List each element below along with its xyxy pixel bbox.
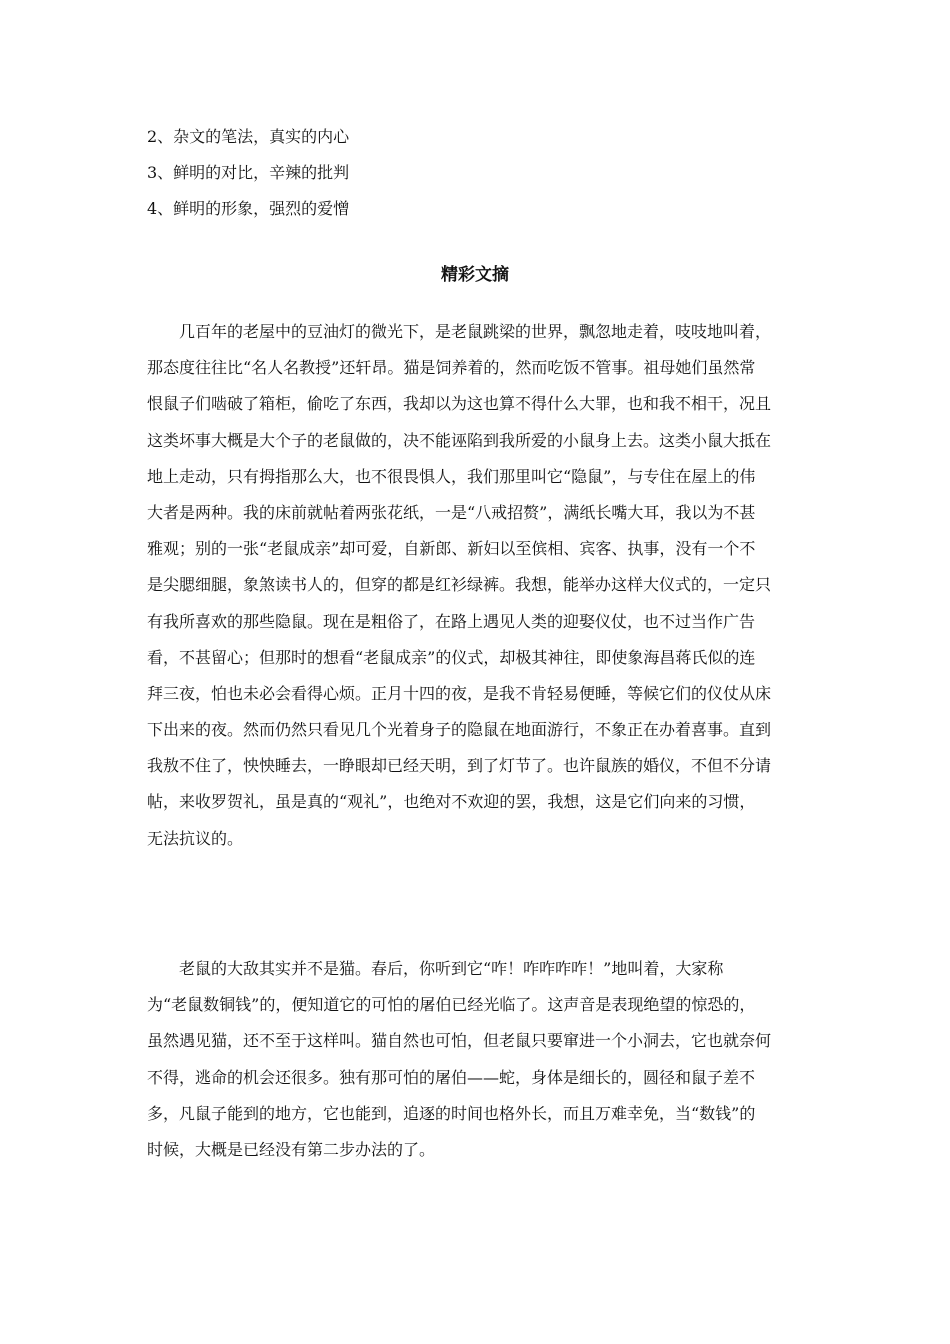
- paragraph-line: 恨鼠子们啮破了箱柜，偷吃了东西，我却以为这也算不得什么大罪，也和我不相干，况且: [147, 394, 772, 414]
- paragraph-2: [147, 957, 812, 1174]
- paragraph-line: 虽然遇见猫，还不至于这样叫。猫自然也可怕，但老鼠只要窜进一个小洞去，它也就奈何: [147, 1031, 772, 1051]
- paragraph-line: 老鼠的大敌其实并不是猫。春后，你听到它“咋！咋咋咋咋！”地叫着，大家称: [179, 959, 724, 978]
- paragraph-line: 帖，来收罗贺礼，虽是真的“观礼”，也绝对不欢迎的罢，我想，这是它们向来的习惯，: [147, 792, 756, 812]
- summary-list: [147, 125, 807, 233]
- paragraph-line: 拜三夜，怕也未必会看得心烦。正月十四的夜，是我不肯轻易便睡，等候它们的仪仗从床: [147, 683, 772, 703]
- paragraph-line: 这类坏事大概是大个子的老鼠做的，决不能诬陷到我所爱的小鼠身上去。这类小鼠大抵在: [147, 430, 772, 450]
- paragraph-line: 地上走动，只有拇指那么大，也不很畏惧人，我们那里叫它“隐鼠”，与专住在屋上的伟: [147, 466, 756, 486]
- list-item: 3、鲜明的对比，辛辣的批判: [147, 163, 350, 182]
- paragraph-line: 无法抗议的。: [147, 828, 244, 848]
- paragraph-1: [147, 320, 812, 863]
- paragraph-line: 是尖腮细腿，象煞读书人的，但穿的都是红衫绿裤。我想，能举办这样大仪式的，一定只: [147, 575, 772, 595]
- list-item: 4、鲜明的形象，强烈的爱憎: [147, 199, 350, 218]
- paragraph-line: 看，不甚留心；但那时的想看“老鼠成亲”的仪式，却极其神往，即使象海昌蒋氏似的连: [147, 647, 756, 667]
- paragraph-line: 有我所喜欢的那些隐鼠。现在是粗俗了，在路上遇见人类的迎娶仪仗，也不过当作广告: [147, 611, 756, 631]
- paragraph-line: 下出来的夜。然而仍然只看见几个光着身子的隐鼠在地面游行，不象正在办着喜事。直到: [147, 720, 772, 740]
- paragraph-line: 时候，大概是已经没有第二步办法的了。: [147, 1139, 436, 1159]
- paragraph-line: 不得，逃命的机会还很多。独有那可怕的屠伯——蛇，身体是细长的，圆径和鼠子差不: [147, 1067, 756, 1087]
- paragraph-line: 多，凡鼠子能到的地方，它也能到，追逐的时间也格外长，而且万难幸免，当“数钱”的: [147, 1103, 756, 1123]
- paragraph-line: 我敖不住了，怏怏睡去，一睁眼却已经天明，到了灯节了。也许鼠族的婚仪，不但不分请: [147, 756, 772, 776]
- paragraph-line: 大者是两种。我的床前就帖着两张花纸，一是“八戒招赘”，满纸长嘴大耳，我以为不甚: [147, 502, 756, 522]
- section-title: 精彩文摘: [441, 265, 509, 285]
- paragraph-line: 几百年的老屋中的豆油灯的微光下，是老鼠跳梁的世界，飘忽地走着，吱吱地叫着，: [179, 322, 772, 341]
- paragraph-line: 雅观；别的一张“老鼠成亲”却可爱，自新郎、新妇以至傧相、宾客、执事，没有一个不: [147, 539, 756, 559]
- list-item: 2、杂文的笔法，真实的内心: [147, 127, 350, 146]
- paragraph-line: 为“老鼠数铜钱”的，便知道它的可怕的屠伯已经光临了。这声音是表现绝望的惊恐的，: [147, 995, 756, 1015]
- paragraph-line: 那态度往往比“名人名教授”还轩昂。猫是饲养着的，然而吃饭不管事。祖母她们虽然常: [147, 358, 756, 378]
